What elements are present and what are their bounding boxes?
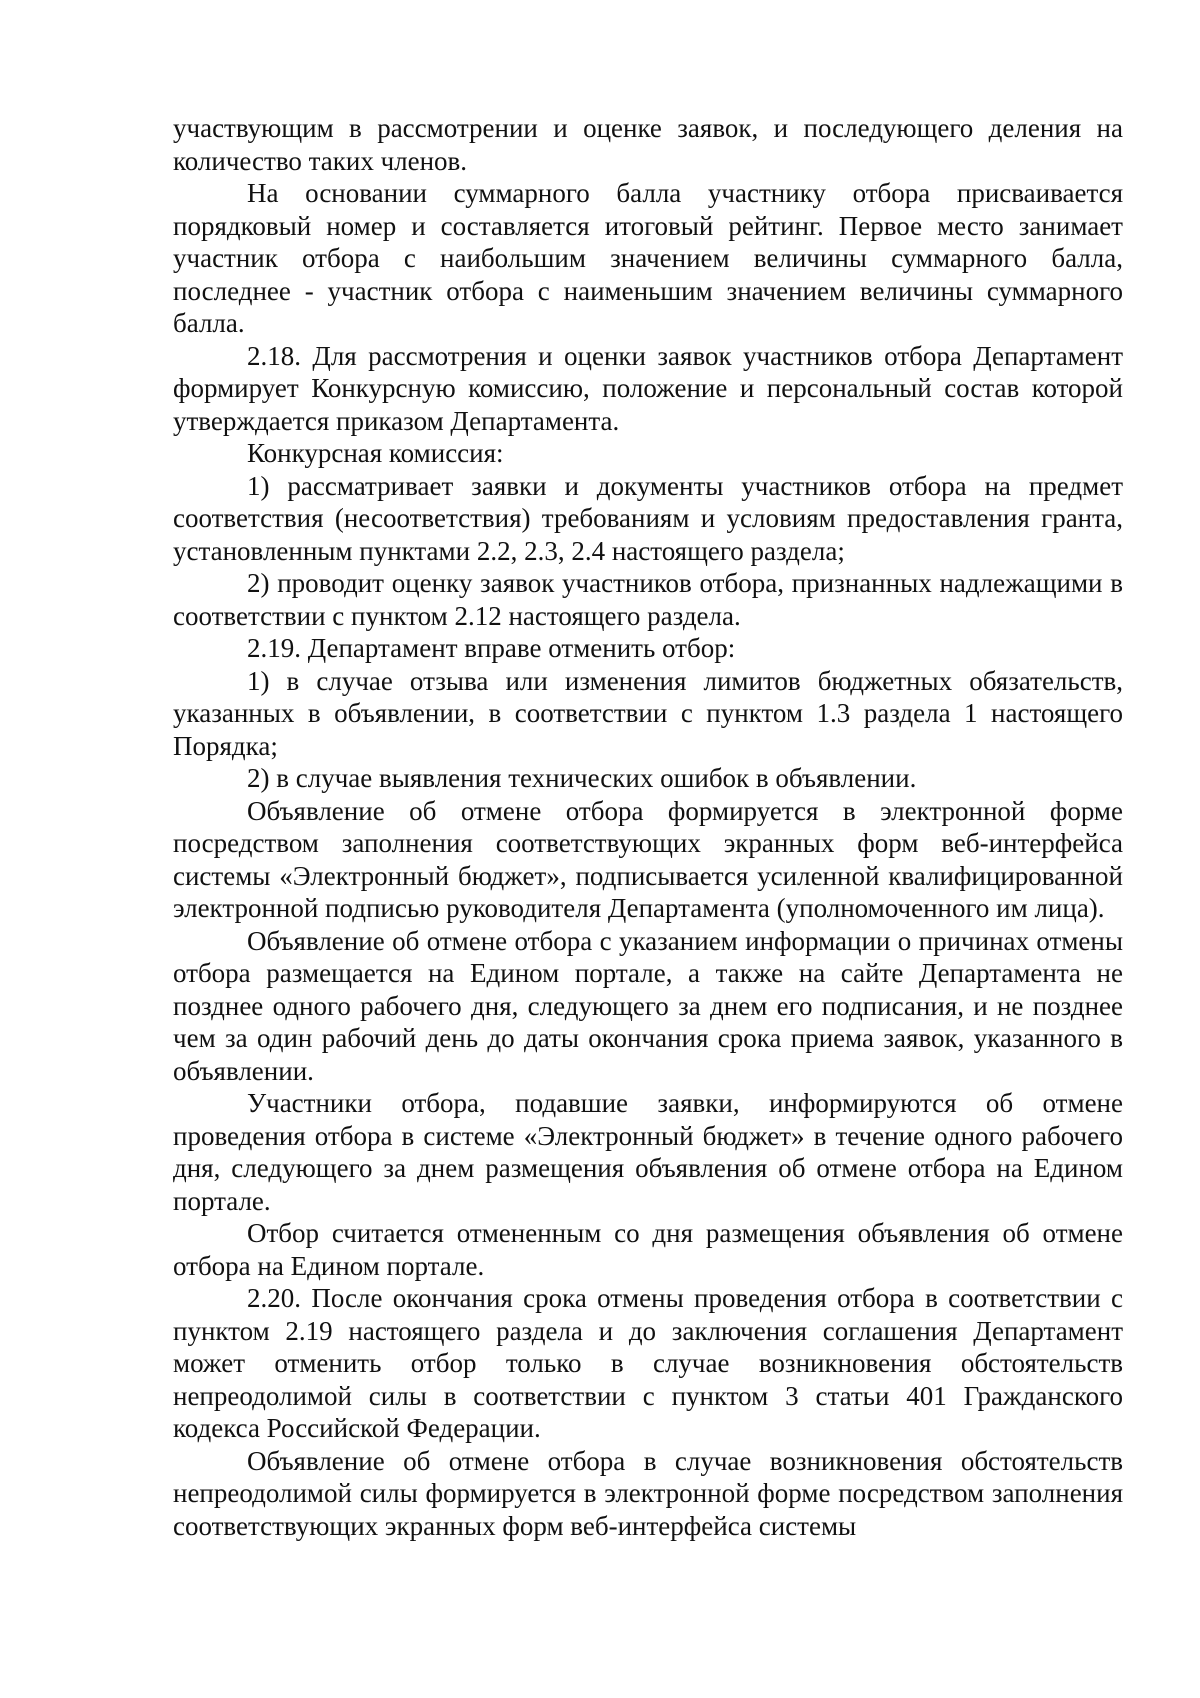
document-page	[173, 112, 1123, 1542]
paragraph-13: Отбор считается отмененным со дня размещения объявления об отмене отбора на Едином портале.	[173, 1218, 1123, 1281]
paragraph-10: Объявление об отмене отбора формируется в электронной форме посредством заполнения соответствующих экранных форм веб-интерфейса системы «Электронный бюджет», подписывается усиленной квалифицированной электронной подписью руководителя Департамента (уполномоченного им лица).	[173, 795, 1123, 923]
paragraph-6: 2) проводит оценку заявок участников отбора, признанных надлежащими в соответствии с пунктом 2.12 настоящего раздела.	[173, 568, 1123, 631]
paragraph-2: На основании суммарного балла участнику отбора присваивается порядковый номер и составляется итоговый рейтинг. Первое место занимает участник отбора с наибольшим значением величины суммарного балла, последнее - участник отбора с наименьшим значением величины суммарного балла.	[173, 178, 1123, 338]
paragraph-15: Объявление об отмене отбора в случае возникновения обстоятельств непреодолимой силы формируется в электронной форме посредством заполнения соответствующих экранных форм веб-интерфейса системы	[173, 1445, 1123, 1541]
paragraph-5: 1) рассматривает заявки и документы участников отбора на предмет соответствия (несоответствия) требованиям и условиям предоставления гранта, установленным пунктами 2.2, 2.3, 2.4 настоящего раздела;	[173, 470, 1123, 566]
paragraph-3: 2.18. Для рассмотрения и оценки заявок участников отбора Департамент формирует Конкурсную комиссию, положение и персональный состав которой утверждается приказом Департамента.	[173, 340, 1123, 436]
paragraph-9: 2) в случае выявления технических ошибок в объявлении.	[247, 763, 917, 793]
paragraph-7: 2.19. Департамент вправе отменить отбор:	[247, 633, 736, 663]
paragraph-12: Участники отбора, подавшие заявки, информируются об отмене проведения отбора в системе «Электронный бюджет» в течение одного рабочего дня, следующего за днем размещения объявления об отмене отбора на Едином портале.	[173, 1088, 1123, 1216]
paragraph-1: участвующим в рассмотрении и оценке заявок, и последующего деления на количество таких членов.	[173, 113, 1123, 176]
paragraph-14: 2.20. После окончания срока отмены проведения отбора в соответствии с пунктом 2.19 настоящего раздела и до заключения соглашения Департамент может отменить отбор только в случае возникновения обстоятельств непреодолимой силы в соответствии с пунктом 3 статьи 401 Гражданского кодекса Российской Федерации.	[173, 1283, 1123, 1443]
paragraph-4: Конкурсная комиссия:	[247, 438, 504, 468]
paragraph-11: Объявление об отмене отбора с указанием информации о причинах отмены отбора размещается на Едином портале, а также на сайте Департамента не позднее одного рабочего дня, следующего за днем его подписания, и не позднее чем за один рабочий день до даты окончания срока приема заявок, указанного в объявлении.	[173, 925, 1123, 1086]
paragraph-8: 1) в случае отзыва или изменения лимитов бюджетных обязательств, указанных в объявлении, в соответствии с пунктом 1.3 раздела 1 настоящего Порядка;	[173, 665, 1123, 761]
